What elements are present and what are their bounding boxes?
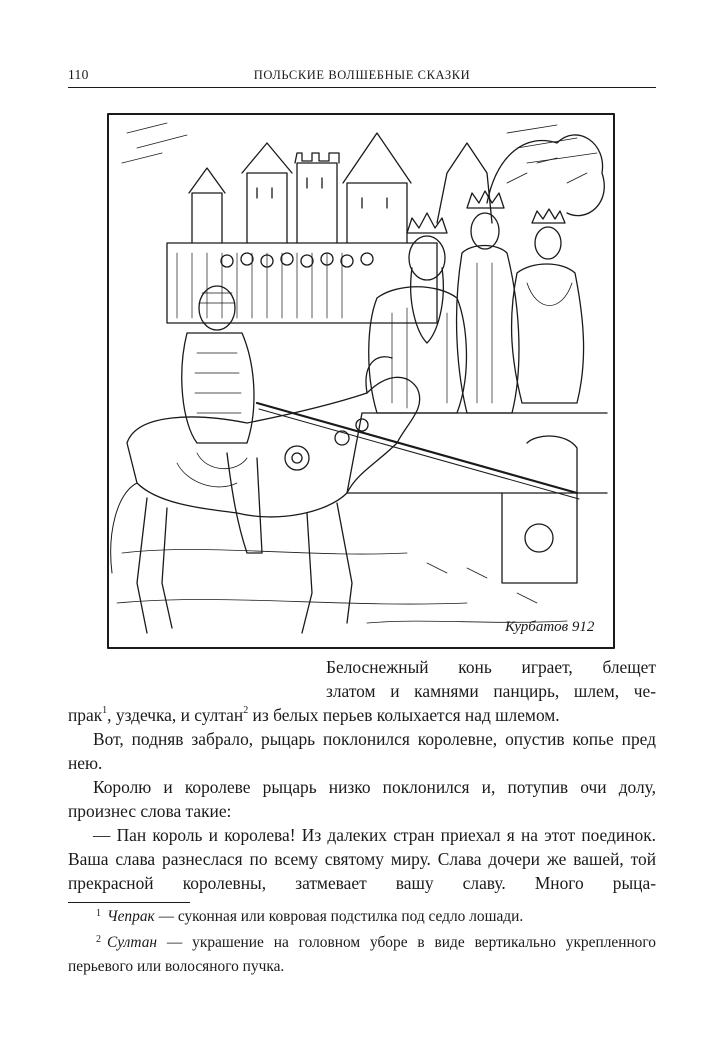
- footnote-1: $^1$ Чепрак — суконная или ковровая подстилка под седло лошади.: [96, 908, 524, 925]
- footnote-2: $^2$ Султан — украшение на головном уборе в виде вертикально укрепленного перьевого или волосяного пучка.: [68, 934, 656, 975]
- page-number: 110: [68, 67, 89, 82]
- running-title: ПОЛЬСКИЕ ВОЛШЕБНЫЕ СКАЗКИ: [253, 68, 471, 82]
- paragraph-4: — Пан король и королева! Из далеких стран приехал я на этот поединок. Ваша слава разнеслася по всему святому миру. Слава дочери же вашей, той прекрасной королевны, затмевает вашу славу. Много рыца-: [68, 825, 656, 893]
- artist-signature: Курбатов 912: [505, 619, 595, 635]
- footnote-ref-2: 2: [243, 705, 249, 717]
- paragraph-1: прак$^1$, уздечка, и султан$^2$ из белых перьев колыхается над шлемом.: [68, 705, 560, 725]
- body-text: [68, 655, 656, 895]
- caption-line-1: Белоснежный конь играет, блещет: [326, 657, 656, 677]
- paragraph-3: Королю и королеве рыцарь низко поклонился и, потупив очи долу, произнес слова такие:: [68, 777, 656, 821]
- running-header: [68, 63, 656, 88]
- knight-illustration: [107, 113, 615, 649]
- caption-line-2: златом и камнями панцирь, шлем, че-: [326, 681, 656, 701]
- footnote-divider: [68, 902, 190, 903]
- paragraph-2: Вот, подняв забрало, рыцарь поклонился королевне, опустив копье пред нею.: [68, 729, 656, 773]
- footnotes: [68, 906, 656, 978]
- footnote-ref-1: 1: [102, 705, 108, 717]
